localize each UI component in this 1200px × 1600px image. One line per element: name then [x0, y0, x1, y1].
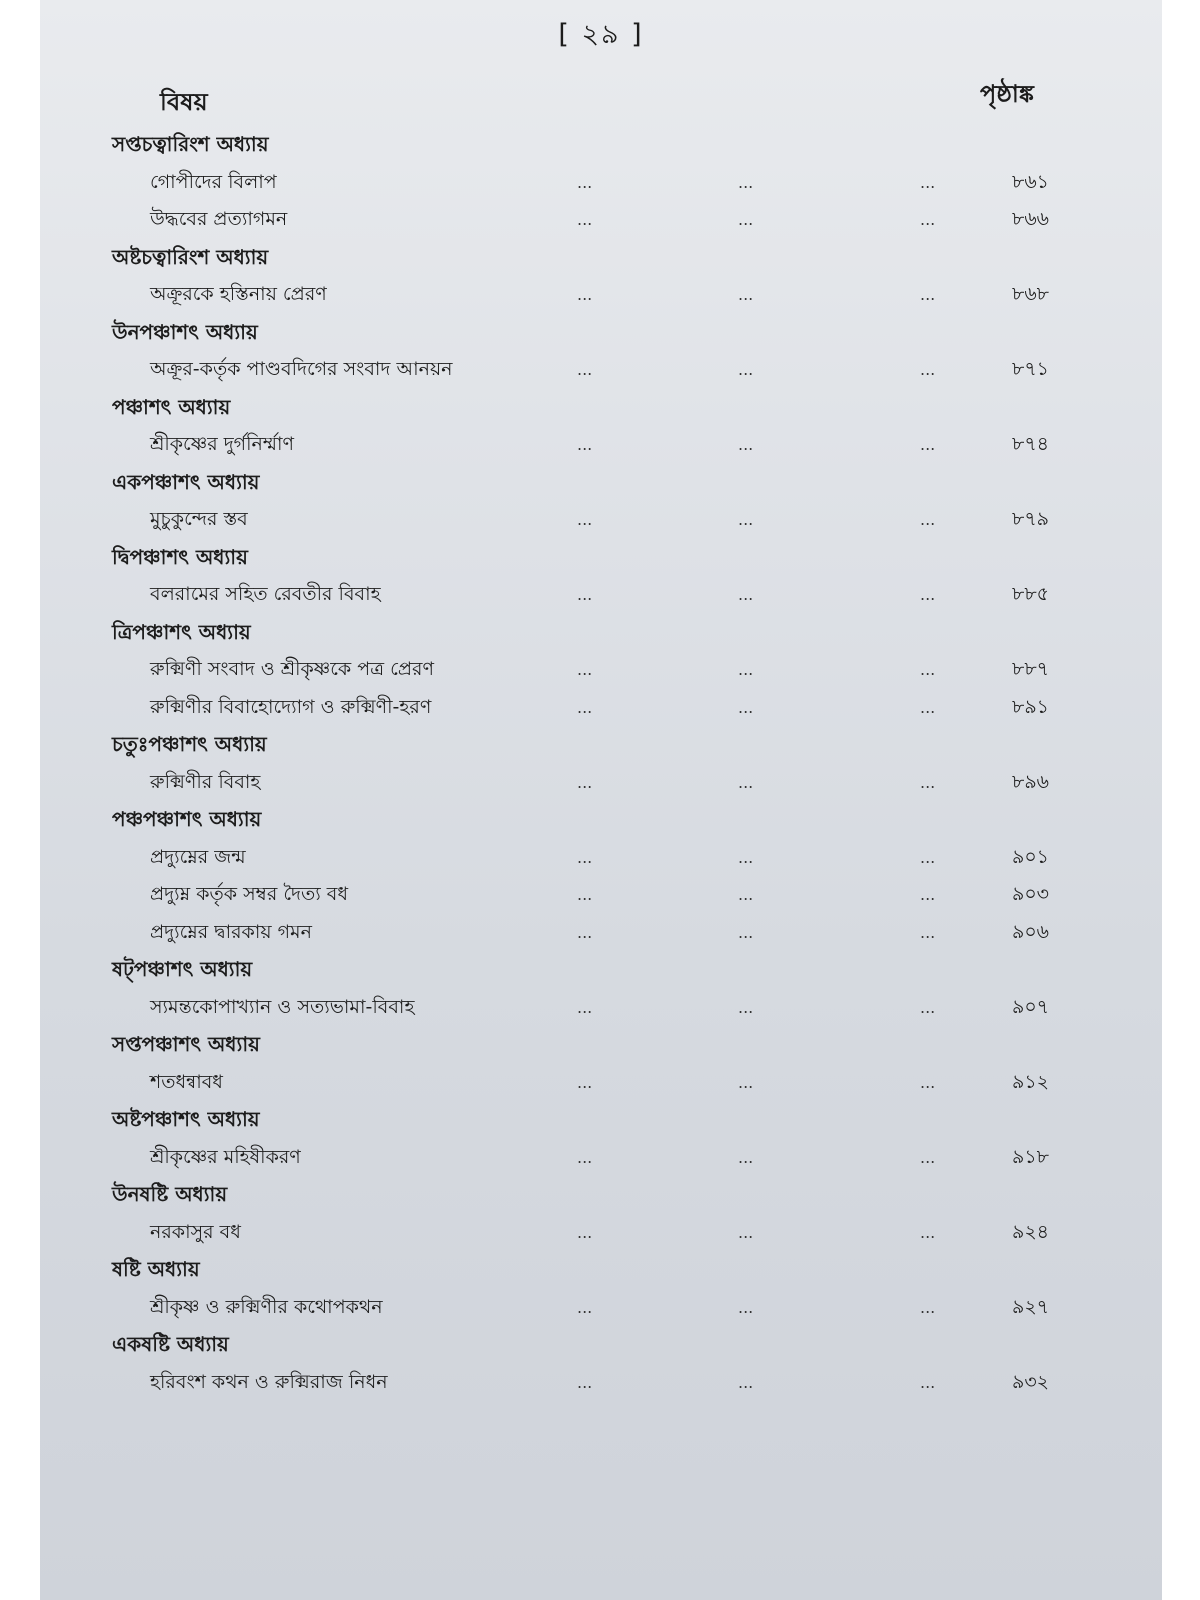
chapter-heading: একপঞ্চাশৎ অধ্যায়: [112, 469, 260, 494]
chapter-heading: ষট্পঞ্চাশৎ অধ্যায়: [112, 957, 253, 981]
leader-dots: ...: [577, 885, 593, 904]
entry-title: প্রদ্যুম্নের জন্ম: [150, 845, 246, 868]
entry-page-number: ৯১২: [1012, 1070, 1050, 1093]
entry-title: অক্রূর-কর্তৃক পাণ্ডবদিগের সংবাদ আনয়ন: [150, 358, 453, 380]
leader-dots: ...: [920, 1147, 936, 1167]
toc-entry: [40, 876, 1162, 914]
leader-dots: ...: [577, 997, 593, 1017]
entry-page-number: ৯০৬: [1012, 920, 1050, 943]
chapter-heading: চতুঃপঞ্চাশৎ অধ্যায়: [112, 732, 267, 756]
entry-page-number: ৯০৭: [1012, 995, 1050, 1018]
chapter-heading: পঞ্চপঞ্চাশৎ অধ্যায়: [112, 807, 262, 831]
leader-dots: ...: [577, 1372, 593, 1392]
leader-dots: ...: [738, 847, 754, 867]
leader-dots: ...: [920, 285, 936, 304]
leader-dots: ...: [577, 772, 593, 792]
entry-page-number: ৯১৮: [1012, 1145, 1049, 1168]
leader-dots: ...: [577, 210, 593, 229]
leader-dots: ...: [577, 660, 593, 679]
entry-page-number: ৮৭১: [1012, 358, 1050, 380]
leader-dots: ...: [920, 697, 936, 717]
leader-dots: ...: [920, 997, 936, 1017]
entry-page-number: ৮৭৯: [1012, 508, 1050, 530]
leader-dots: ...: [920, 210, 936, 229]
toc-entry: [40, 839, 1162, 877]
page-column-heading: পৃষ্ঠাঙ্ক: [980, 80, 1034, 108]
entry-title: শ্রীকৃষ্ণ ও রুক্মিণীর কথোপকথন: [150, 1295, 383, 1318]
leader-dots: ...: [577, 1297, 593, 1317]
chapter-heading: সপ্তপঞ্চাশৎ অধ্যায়: [112, 1032, 260, 1056]
toc-entry: [40, 501, 1162, 539]
leader-dots: ...: [577, 360, 593, 379]
chapter-heading: অষ্টপঞ্চাশৎ অধ্যায়: [112, 1107, 260, 1131]
toc-entry: [40, 1364, 1162, 1402]
toc-entry: [40, 351, 1162, 389]
chapter-heading: উনপঞ্চাশৎ অধ্যায়: [112, 319, 258, 344]
table-of-contents: [40, 126, 1162, 1401]
leader-dots: ...: [577, 285, 593, 304]
leader-dots: ...: [920, 660, 936, 679]
leader-dots: ...: [920, 1297, 936, 1317]
entry-title: বলরামের সহিত রেবতীর বিবাহ: [150, 583, 381, 605]
chapter-heading: পঞ্চাশৎ অধ্যায়: [112, 394, 231, 419]
leader-dots: ...: [738, 922, 754, 942]
leader-dots: ...: [738, 772, 754, 792]
leader-dots: ...: [577, 847, 593, 867]
leader-dots: ...: [920, 772, 936, 792]
chapter-heading: ত্রিপঞ্চাশৎ অধ্যায়: [112, 619, 251, 644]
toc-entry: [40, 164, 1162, 202]
toc-entry: [40, 201, 1162, 239]
chapter-heading: ষষ্টি অধ্যায়: [112, 1257, 200, 1281]
leader-dots: ...: [738, 1297, 754, 1317]
leader-dots: ...: [577, 435, 593, 454]
entry-page-number: ৯২৪: [1012, 1220, 1050, 1243]
leader-dots: ...: [738, 210, 754, 229]
toc-entry: [40, 426, 1162, 464]
leader-dots: ...: [920, 1072, 936, 1092]
entry-title: উদ্ধবের প্রত্যাগমন: [150, 208, 288, 230]
entry-title: প্রদ্যুম্ন কর্তৃক সম্বর দৈত্য বধ: [150, 883, 349, 905]
entry-title: রুক্মিণীর বিবাহোদ্যোগ ও রুক্মিণী-হরণ: [150, 695, 432, 718]
leader-dots: ...: [577, 585, 593, 604]
leader-dots: ...: [738, 172, 754, 192]
leader-dots: ...: [738, 1222, 754, 1242]
entry-page-number: ৮৮৭: [1012, 658, 1050, 680]
leader-dots: ...: [738, 885, 754, 904]
chapter-heading: অষ্টচত্বারিংশ অধ্যায়: [112, 244, 269, 269]
book-page: [40, 0, 1162, 1600]
leader-dots: ...: [738, 285, 754, 304]
page-number: [ ২৯ ]: [558, 19, 644, 50]
entry-title: রুক্মিণীর বিবাহ: [150, 770, 261, 793]
entry-title: অক্রূরকে হস্তিনায় প্রেরণ: [150, 283, 327, 305]
toc-entry: [40, 1139, 1162, 1177]
entry-title: হরিবংশ কথন ও রুক্মিরাজ নিধন: [150, 1370, 388, 1393]
leader-dots: ...: [920, 847, 936, 867]
leader-dots: ...: [920, 585, 936, 604]
leader-dots: ...: [920, 885, 936, 904]
leader-dots: ...: [738, 660, 754, 679]
leader-dots: ...: [577, 172, 593, 192]
chapter-heading: দ্বিপঞ্চাশৎ অধ্যায়: [112, 544, 248, 569]
chapter-heading: সপ্তচত্বারিংশ অধ্যায়: [112, 132, 269, 156]
entry-page-number: ৮৮৫: [1012, 583, 1049, 605]
entry-page-number: ৮৭৪: [1012, 433, 1050, 455]
chapter-heading: উনষষ্টি অধ্যায়: [112, 1182, 228, 1206]
leader-dots: ...: [920, 510, 936, 529]
leader-dots: ...: [577, 510, 593, 529]
leader-dots: ...: [920, 922, 936, 942]
entry-page-number: ৯০১: [1012, 845, 1050, 868]
leader-dots: ...: [738, 697, 754, 717]
toc-entry: [40, 276, 1162, 314]
leader-dots: ...: [738, 1372, 754, 1392]
entry-title: নরকাসুর বধ: [150, 1220, 241, 1243]
leader-dots: ...: [920, 360, 936, 379]
entry-page-number: ৮৯১: [1012, 695, 1049, 718]
entry-title: শ্রীকৃষ্ণের মহিষীকরণ: [150, 1145, 301, 1168]
leader-dots: ...: [920, 1372, 936, 1392]
entry-title: প্রদ্যুম্নের দ্বারকায় গমন: [150, 920, 312, 943]
entry-title: মুচুকুন্দের স্তব: [150, 508, 248, 530]
toc-entry: [40, 1289, 1162, 1327]
toc-entry: [40, 689, 1162, 727]
leader-dots: ...: [738, 1147, 754, 1167]
toc-entry: [40, 914, 1162, 952]
leader-dots: ...: [577, 1072, 593, 1092]
entry-page-number: ৮৬৬: [1012, 208, 1050, 230]
chapter-heading: একষষ্টি অধ্যায়: [112, 1332, 229, 1356]
leader-dots: ...: [738, 360, 754, 379]
leader-dots: ...: [738, 585, 754, 604]
toc-entry: [40, 764, 1162, 802]
leader-dots: ...: [577, 922, 593, 942]
subject-column-heading: বিষয়: [160, 88, 208, 116]
leader-dots: ...: [920, 435, 936, 454]
leader-dots: ...: [577, 1147, 593, 1167]
entry-title: গোপীদের বিলাপ: [150, 170, 277, 193]
leader-dots: ...: [577, 1222, 593, 1242]
entry-title: রুক্মিণী সংবাদ ও শ্রীকৃষ্ণকে পত্র প্রেরণ: [150, 658, 434, 680]
toc-entry: [40, 576, 1162, 614]
leader-dots: ...: [738, 435, 754, 454]
leader-dots: ...: [738, 510, 754, 529]
leader-dots: ...: [920, 1222, 936, 1242]
entry-page-number: ৮৯৬: [1012, 770, 1050, 793]
entry-title: শ্রীকৃষ্ণের দুর্গনির্ম্মাণ: [150, 433, 295, 455]
entry-page-number: ৮৬৮: [1012, 283, 1050, 305]
leader-dots: ...: [738, 997, 754, 1017]
entry-title: স্যমন্তকোপাখ্যান ও সত্যভামা-বিবাহ: [150, 995, 415, 1018]
leader-dots: ...: [738, 1072, 754, 1092]
toc-entry: [40, 651, 1162, 689]
toc-entry: [40, 1214, 1162, 1252]
toc-entry: [40, 989, 1162, 1027]
toc-entry: [40, 1064, 1162, 1102]
entry-page-number: ৮৬১: [1012, 170, 1050, 193]
entry-page-number: ৯৩২: [1012, 1370, 1050, 1393]
entry-page-number: ৯০৩: [1012, 883, 1050, 905]
entry-page-number: ৯২৭: [1012, 1295, 1050, 1318]
leader-dots: ...: [920, 172, 936, 192]
entry-title: শতধন্বাবধ: [150, 1070, 223, 1093]
leader-dots: ...: [577, 697, 593, 717]
